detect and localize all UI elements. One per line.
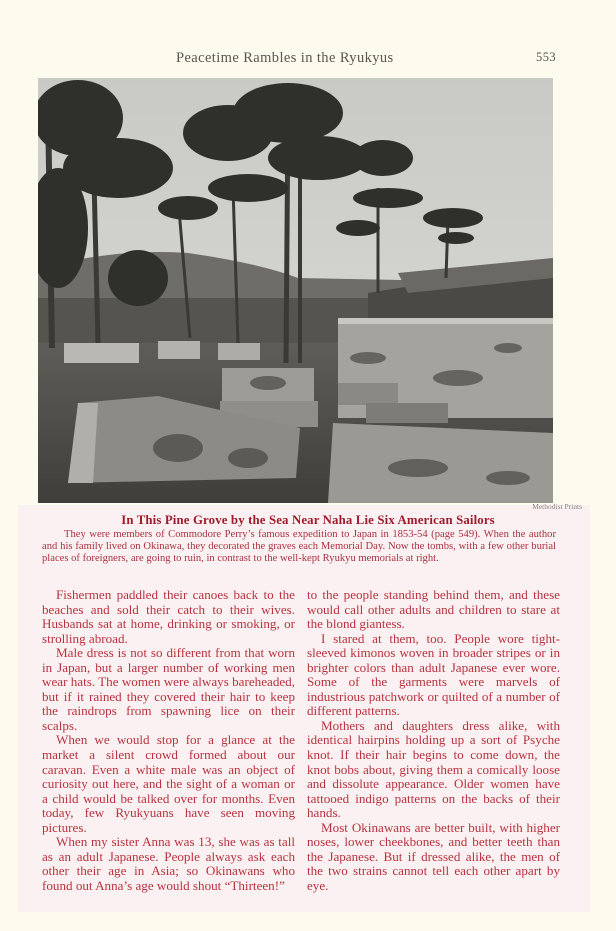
paragraph: Most Okinawans are better built, with higher noses, lower cheekbones, and better teeth than the Japanese. But if dressed alike, the men of the two strains cannot tell each other apart by eye. bbox=[307, 819, 560, 893]
pine-grove-photo bbox=[38, 78, 553, 503]
photo-credit: Methodist Prints bbox=[532, 502, 582, 511]
paragraph-continued: to the people standing behind them, and these would call other adults and children to stare at the blond giantess. bbox=[307, 587, 560, 632]
running-header bbox=[176, 50, 556, 68]
page-number: 553 bbox=[536, 50, 556, 64]
paragraph: I stared at them, too. People wore tight-sleeved kimonos woven in broader stripes or in brighter colors than adult Japanese ever wore. Some of the garments were marvels of industrious patchwork or quilted of a number of different patterns. bbox=[307, 630, 560, 719]
paragraph: When we would stop for a glance at the market a silent crowd formed about our caravan. Even a white male was an object of curiosity out here, and the sight of a woman or a child would be talked over for months. Even today, few Ryukyuans have seen moving pictures. bbox=[42, 732, 295, 835]
paragraph: Mothers and daughters dress alike, with identical hairpins holding up a sort of Psyche knot. If their hair begins to come down, the knot bobs about, giving them a comically loose and dissolute appearance. Older women have tattooed indigo patterns on the backs of their hands. bbox=[307, 717, 560, 821]
paragraph: Male dress is not so different from that worn in Japan, but a larger number of working men wear hats. The women were always bareheaded, but if it rained they covered their hair to keep the raindrops from spawning lice on their scalps. bbox=[42, 645, 295, 733]
text-column-left bbox=[42, 588, 295, 893]
caption-title: In This Pine Grove by the Sea Near Naha Lie Six American Sailors bbox=[121, 513, 495, 527]
text-column-right bbox=[307, 588, 560, 893]
photo-illustration bbox=[38, 78, 553, 503]
running-title: Peacetime Rambles in the Ryukyus bbox=[176, 50, 394, 66]
paragraph: Fishermen paddled their canoes back to the beaches and sold their catch to their wives. Husbands sat at home, drinking or smoking, or strolling abroad. bbox=[42, 587, 295, 646]
paragraph: When my sister Anna was 13, she was as tall as an adult Japanese. People always ask each other their age in Asia; so Okinawans who found out Anna’s age would shout “Thirteen!” bbox=[42, 834, 295, 893]
caption-body: They were members of Commodore Perry’s famous expedition to Japan in 1853-54 (page 549). When the author and his family lived on Okinawa, they decorated the graves each Memorial Day. Now the tombs, with a few other burial places of foreigners, are going to ruin, in contrast to the well-kept Ryukyu memorials at right. bbox=[42, 529, 556, 564]
